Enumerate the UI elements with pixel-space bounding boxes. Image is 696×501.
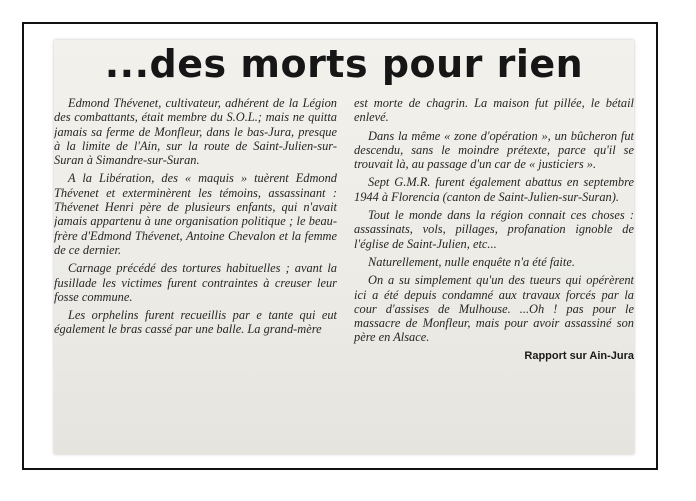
paragraph: Sept G.M.R. furent également abattus en septembre 1944 à Florencia (canton de Saint-Julien-sur-Suran). — [354, 175, 634, 204]
headline: ...des morts pour rien — [104, 42, 584, 86]
article-column-right — [354, 96, 634, 363]
paragraph: Les orphelins furent recueillis par e tante qui eut également le bras cassé par une balle. La grand-mère — [54, 308, 337, 337]
newspaper-clipping — [54, 40, 634, 454]
paragraph: Edmond Thévenet, cultivateur, adhérent de la Légion des combattants, était membre du S.O.L.; mais ne quitta jamais sa ferme de Monfleur, dans le bas-Jura, presque à la limite de l'Ain, sur la route de Saint-Julien-sur-Suran à Simandre-sur-Suran. — [54, 96, 337, 168]
paragraph: A la Libération, des « maquis » tuèrent Edmond Thévenet et exterminèrent les témoins, assassinant : Thévenet Henri père de plusieurs enfants, qui n'avait jamais appartenu à une organisation politique ; le beau-frère d'Edmond Thévenet, Antoine Chevalon et la femme de ce dernier. — [54, 171, 337, 257]
paragraph: Naturellement, nulle enquête n'a été faite. — [368, 254, 575, 269]
paragraph: Tout le monde dans la région connait ces choses : assassinats, vols, pillages, profanation ignoble de l'église de Saint-Julien, etc... — [354, 208, 634, 251]
paragraph-continuation: est morte de chagrin. La maison fut pillée, le bétail enlevé. — [354, 96, 634, 125]
paragraph: On a su simplement qu'un des tueurs qui opérèrent ici a été depuis condamné aux travaux forcés par la cour d'assises de Mulhouse. ...Oh ! pas pour le massacre de Monfleur, mais pour avoir assassiné son père en Alsace. — [354, 273, 634, 345]
paragraph: Carnage précédé des tortures habituelles ; avant la fusillade les victimes furent contraintes à creuser leur fosse commune. — [54, 261, 337, 304]
article-signature: Rapport sur Ain-Jura — [524, 349, 634, 362]
paragraph: Dans la même « zone d'opération », un bûcheron fut descendu, sans le moindre prétexte, parce qu'il se trouvait là, au passage d'un car de « justiciers ». — [354, 128, 634, 172]
image-frame — [22, 22, 658, 470]
article-column-left — [54, 96, 337, 341]
